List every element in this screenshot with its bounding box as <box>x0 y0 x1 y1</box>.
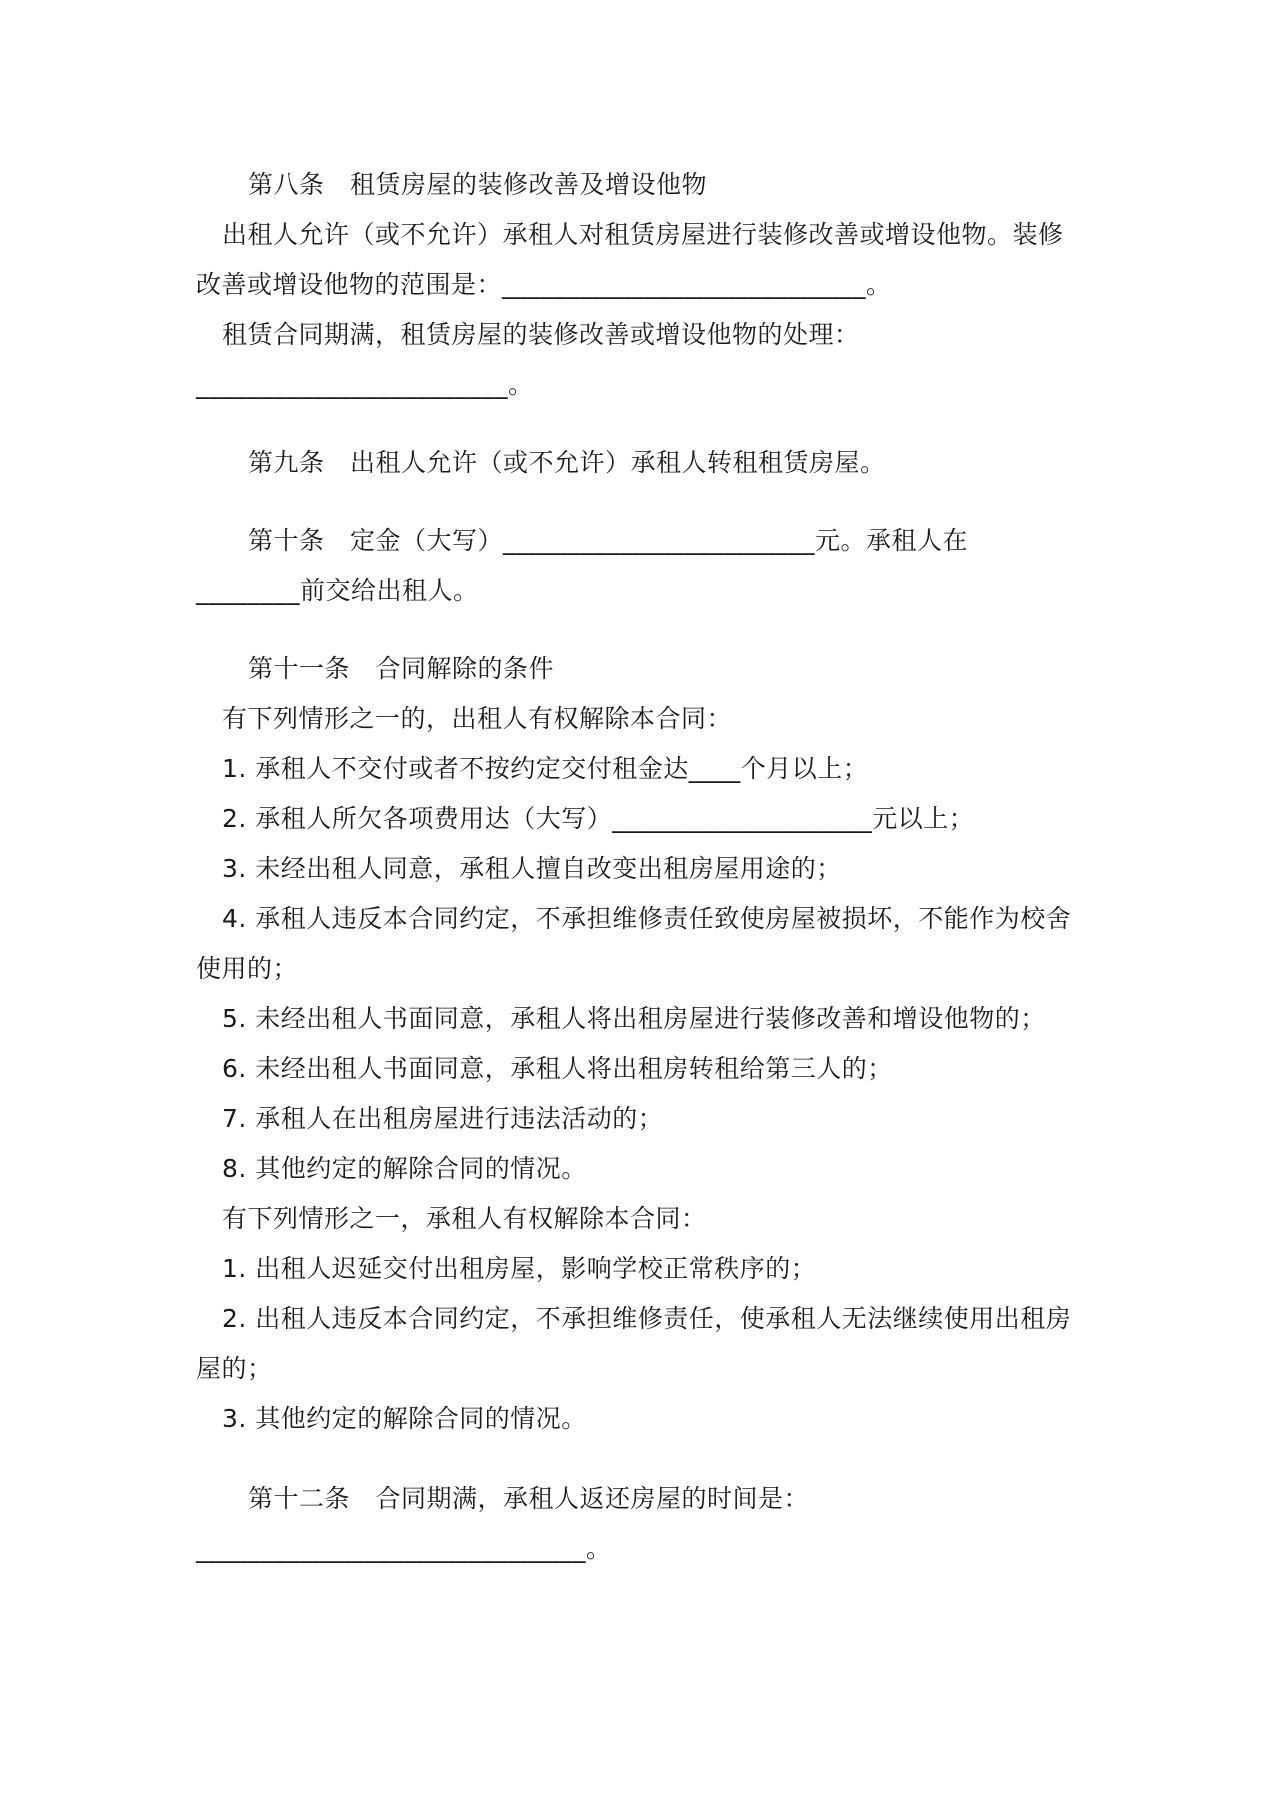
lessor-item: 2. 承租人所欠各项费用达（大写）____________________元以上； <box>222 804 975 833</box>
article-8-paragraph-2-line-2: ________________________。 <box>196 370 534 399</box>
lessee-item: 2. 出租人违反本合同约定，不承担维修责任，使承租人无法继续使用出租房 <box>222 1304 1072 1333</box>
lessor-item-continuation: 使用的； <box>196 954 299 983</box>
section-spacer <box>196 410 1096 438</box>
lessee-item-continuation: 屋的； <box>196 1354 273 1383</box>
lessor-item: 7. 承租人在出租房屋进行违法活动的； <box>222 1104 664 1133</box>
lessee-item: 1. 出租人迟延交付出租房屋，影响学校正常秩序的； <box>222 1254 817 1283</box>
article-10-line-2: ________前交给出租人。 <box>196 576 479 605</box>
article-11-lessor-intro: 有下列情形之一的，出租人有权解除本合同： <box>222 704 733 733</box>
lessor-item: 5. 未经出租人书面同意，承租人将出租房屋进行装修改善和增设他物的； <box>222 1004 1046 1033</box>
contract-body <box>196 160 1096 1574</box>
article-8-paragraph-1-line-2: 改善或增设他物的范围是：____________________________。 <box>196 270 892 299</box>
article-8-paragraph-2-line-1: 租赁合同期满，租赁房屋的装修改善或增设他物的处理： <box>222 320 860 349</box>
article-12-line-1: 第十二条 合同期满，承租人返还房屋的时间是： <box>248 1484 810 1513</box>
article-9-heading: 第九条 出租人允许（或不允许）承租人转租租赁房屋。 <box>248 448 886 477</box>
lessor-item: 8. 其他约定的解除合同的情况。 <box>222 1154 587 1183</box>
article-8-paragraph-1-line-1: 出租人允许（或不允许）承租人对租赁房屋进行装修改善或增设他物。装修 <box>222 220 1064 249</box>
article-10-line-1: 第十条 定金（大写）________________________元。承租人在 <box>248 526 969 555</box>
article-12-line-2: ______________________________。 <box>196 1534 612 1563</box>
section-spacer <box>196 1444 1096 1474</box>
article-11-heading: 第十一条 合同解除的条件 <box>248 654 555 683</box>
section-spacer <box>196 488 1096 516</box>
article-8-heading: 第八条 租赁房屋的装修改善及增设他物 <box>248 170 708 199</box>
section-spacer <box>196 616 1096 644</box>
lessor-item: 1. 承租人不交付或者不按约定交付租金达____个月以上； <box>222 754 869 783</box>
lessee-item: 3. 其他约定的解除合同的情况。 <box>222 1404 587 1433</box>
article-11-lessee-intro: 有下列情形之一，承租人有权解除本合同： <box>222 1204 707 1233</box>
lessor-item: 3. 未经出租人同意，承租人擅自改变出租房屋用途的； <box>222 854 842 883</box>
lessor-item: 6. 未经出租人书面同意，承租人将出租房转租给第三人的； <box>222 1054 893 1083</box>
lessor-item: 4. 承租人违反本合同约定，不承担维修责任致使房屋被损坏，不能作为校舍 <box>222 904 1072 933</box>
